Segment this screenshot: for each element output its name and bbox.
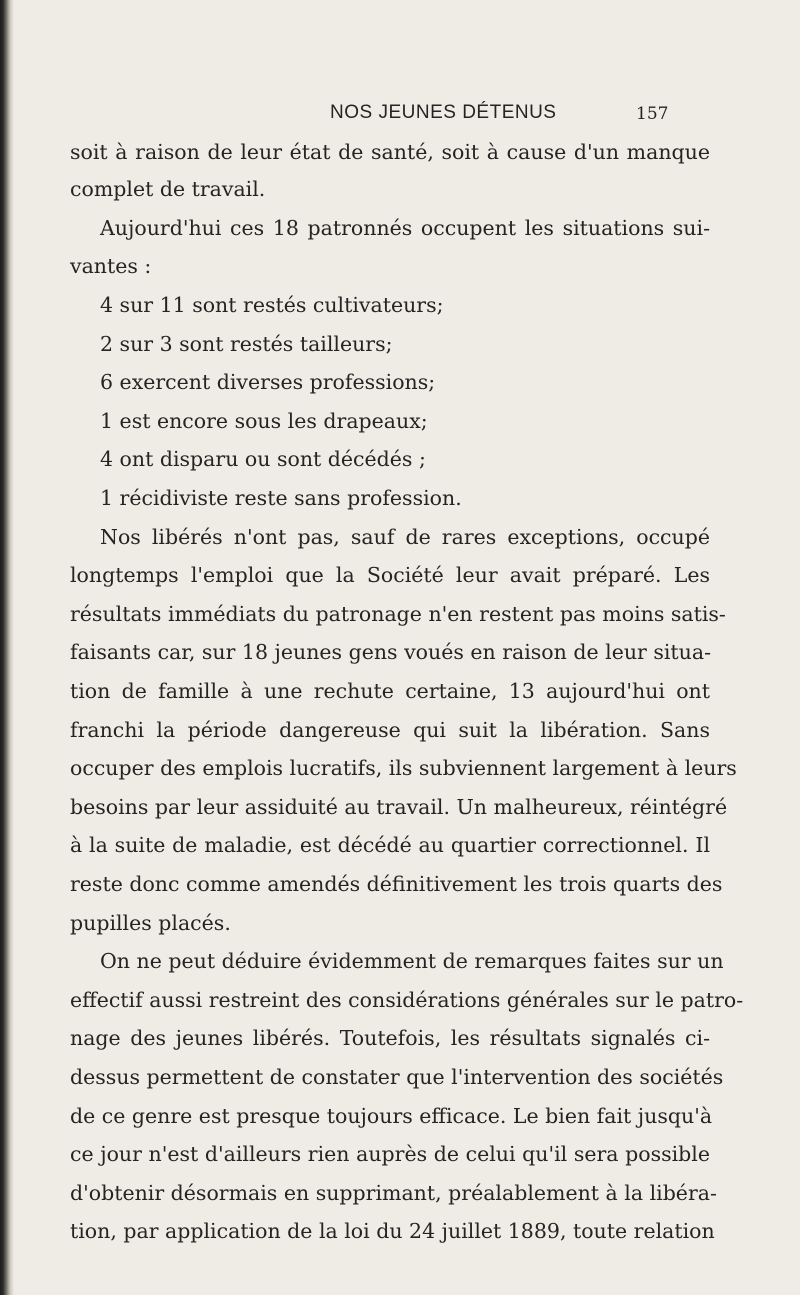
text-line: Nos libérés n'ont pas, sauf de rares exceptions, occupé <box>100 525 710 549</box>
text-line: effectif aussi restreint des considérations générales sur le patro- <box>70 988 744 1012</box>
text-line: Aujourd'hui ces 18 patronnés occupent les situations sui- <box>100 216 710 240</box>
list-item: 1 récidiviste reste sans profession. <box>100 486 462 510</box>
text-line: pupilles placés. <box>70 911 231 935</box>
text-line: de ce genre est presque toujours efficace. Le bien fait jusqu'à <box>70 1104 713 1128</box>
page-number: 157 <box>636 104 669 124</box>
text-line: soit à raison de leur état de santé, soit à cause d'un manque <box>70 140 710 164</box>
text-line: faisants car, sur 18 jeunes gens voués en raison de leur situa- <box>70 640 712 664</box>
text-line: besoins par leur assiduité au travail. Un malheureux, réintégré <box>70 795 728 819</box>
text-line: à la suite de maladie, est décédé au quartier correctionnel. Il <box>70 833 710 857</box>
text-line: vantes : <box>70 254 152 278</box>
text-line: ce jour n'est d'ailleurs rien auprès de celui qu'il sera possible <box>70 1142 710 1166</box>
text-line: tion, par application de la loi du 24 juillet 1889, toute relation <box>70 1219 715 1243</box>
text-line: dessus permettent de constater que l'intervention des sociétés <box>70 1065 724 1089</box>
text-line: occuper des emplois lucratifs, ils subviennent largement à leurs <box>70 756 737 780</box>
text-line: nage des jeunes libérés. Toutefois, les résultats signalés ci- <box>70 1026 710 1050</box>
list-item: 1 est encore sous les drapeaux; <box>100 409 428 433</box>
page-header <box>0 96 800 126</box>
page-binding-edge <box>0 0 14 1295</box>
list-item: 4 sur 11 sont restés cultivateurs; <box>100 293 444 317</box>
list-item: 6 exercent diverses professions; <box>100 370 436 394</box>
list-item: 2 sur 3 sont restés tailleurs; <box>100 332 393 356</box>
text-line: On ne peut déduire évidemment de remarques faites sur un <box>100 949 724 973</box>
text-line: longtemps l'emploi que la Société leur avait préparé. Les <box>70 563 710 587</box>
list-item: 4 ont disparu ou sont décédés ; <box>100 447 426 471</box>
text-line: reste donc comme amendés définitivement les trois quarts des <box>70 872 723 896</box>
running-title: NOS JEUNES DÉTENUS <box>330 102 557 123</box>
text-line: complet de travail. <box>70 177 266 201</box>
text-line: d'obtenir désormais en supprimant, préalablement à la libéra- <box>70 1181 717 1205</box>
text-line: tion de famille à une rechute certaine, 13 aujourd'hui ont <box>70 679 710 703</box>
text-line: franchi la période dangereuse qui suit la libération. Sans <box>70 718 710 742</box>
text-line: résultats immédiats du patronage n'en restent pas moins satis- <box>70 602 726 626</box>
